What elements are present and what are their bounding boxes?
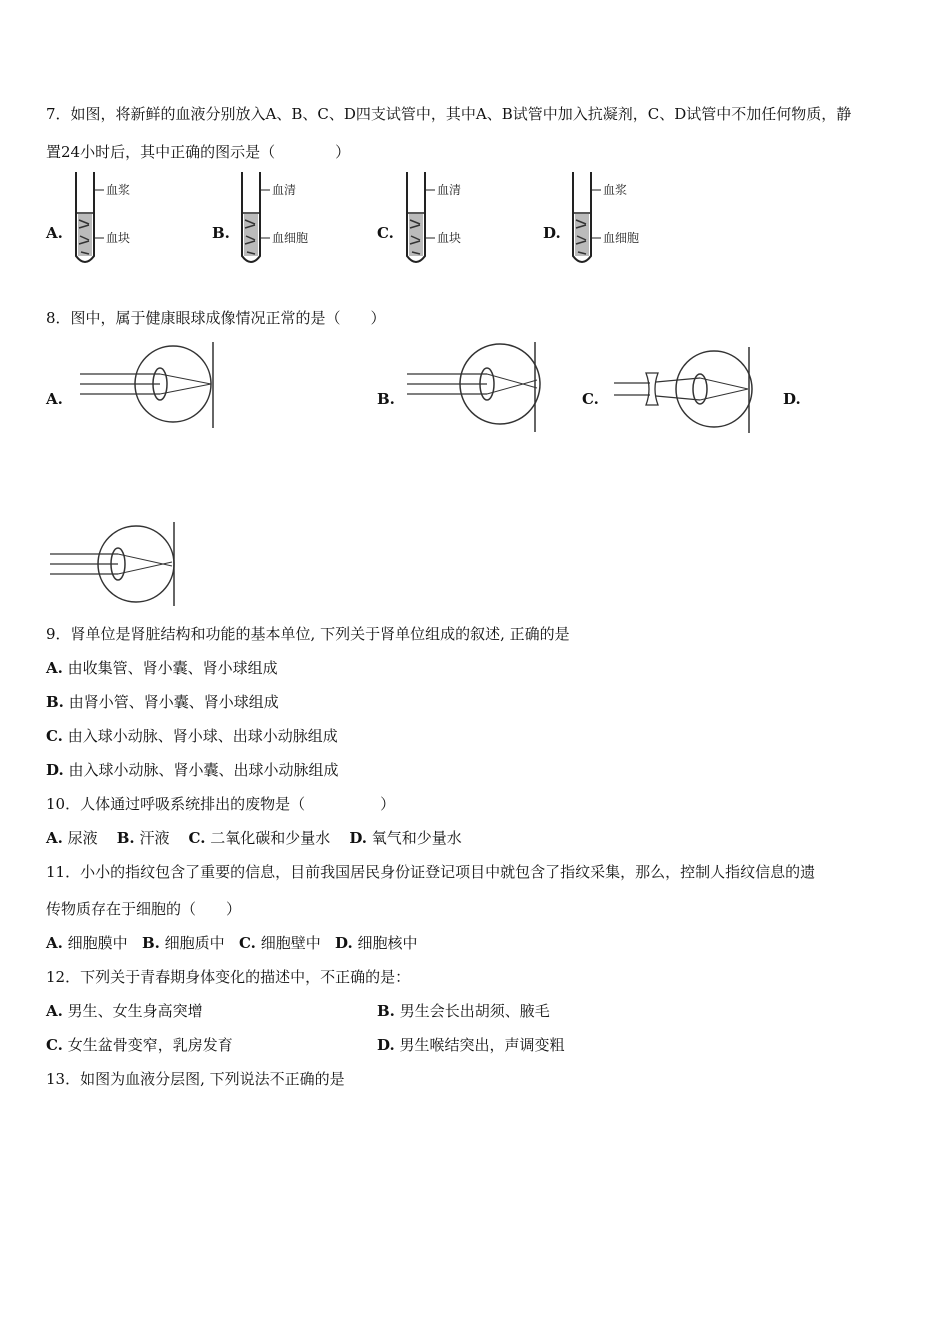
q9-option-c-text: 由入球小动脉、肾小球、出球小动脉组成 [67, 727, 338, 745]
q9-option-b[interactable] [46, 691, 279, 712]
q10-option-b-letter: B. [116, 829, 135, 847]
test-tube-d-figure [565, 168, 695, 272]
q10-option-d-text: 氧气和少量水 [371, 829, 462, 847]
q9-option-b-text: 由肾小管、肾小囊、肾小球组成 [68, 693, 279, 711]
q10-option-d[interactable] [349, 829, 462, 847]
eye-diagram-c [612, 345, 757, 435]
q9-option-c-letter: C. [46, 727, 63, 745]
tube-a-bottom-label: 血块 [106, 231, 131, 245]
q8-option-b-letter[interactable]: B. [377, 390, 395, 408]
q12-option-d-letter: D. [377, 1036, 395, 1054]
q8-option-c-letter[interactable]: C. [582, 390, 599, 408]
q11-option-c-text: 细胞壁中 [260, 934, 321, 952]
q11-option-b-text: 细胞质中 [164, 934, 225, 952]
q7-option-d-letter: D. [543, 224, 561, 242]
q12-stem: 12．下列关于青春期身体变化的描述中，不正确的是： [46, 968, 411, 986]
eye-diagram-a [78, 340, 223, 430]
q9-option-c[interactable] [46, 725, 338, 746]
q8-stem: 8．图中，属于健康眼球成像情况正常的是（ ） [46, 309, 386, 327]
q12-option-b-letter: B. [377, 1002, 395, 1020]
tube-d-bottom-label: 血细胞 [603, 231, 640, 245]
tube-b-bottom-label: 血细胞 [272, 231, 309, 245]
q12-option-a[interactable] [46, 1000, 203, 1021]
q11-option-a-text: 细胞膜中 [67, 934, 128, 952]
q11-option-b-letter: B. [141, 934, 160, 952]
q10-option-c-text: 二氧化碳和少量水 [210, 829, 331, 847]
q11-options [46, 932, 418, 953]
q11-option-d-letter: D. [335, 934, 353, 952]
q10-option-c-letter: C. [188, 829, 206, 847]
q10-option-b[interactable] [117, 829, 170, 847]
q9-option-d[interactable] [46, 759, 339, 780]
q9-stem: 9．肾单位是肾脏结构和功能的基本单位, 下列关于肾单位组成的叙述, 正确的是 [46, 625, 570, 643]
q12-option-b-text: 男生会长出胡须、腋毛 [399, 1002, 550, 1020]
q10-option-a-letter: A. [46, 829, 63, 847]
q11-option-c[interactable] [239, 934, 321, 952]
q9-option-a-text: 由收集管、肾小囊、肾小球组成 [67, 659, 278, 677]
test-tube-c-figure [399, 168, 519, 272]
q8-option-d-letter[interactable]: D. [783, 390, 801, 408]
q12-option-c-text: 女生盆骨变窄，乳房发育 [67, 1036, 233, 1054]
q10-option-c[interactable] [189, 829, 331, 847]
q9-option-a-letter: A. [46, 659, 63, 677]
q9-option-b-letter: B. [46, 693, 64, 711]
q12-option-a-letter: A. [46, 1002, 63, 1020]
q11-option-c-letter: C. [239, 934, 256, 952]
q8-option-a-letter[interactable]: A. [46, 390, 63, 408]
q12-option-c-letter: C. [46, 1036, 63, 1054]
test-tube-a-figure [68, 168, 188, 272]
q10-option-a-text: 尿液 [67, 829, 98, 847]
q11-option-d[interactable] [335, 934, 418, 952]
eye-diagram-d [48, 520, 183, 608]
q12-option-a-text: 男生、女生身高突增 [67, 1002, 203, 1020]
q12-option-d[interactable] [377, 1034, 565, 1055]
tube-c-top-label: 血清 [437, 183, 462, 197]
q11-stem-line1: 11．小小的指纹包含了重要的信息，目前我国居民身份证登记项目中就包含了指纹采集，那么，控制人指纹信息的遗 [46, 863, 816, 881]
tube-d-top-label: 血浆 [603, 183, 628, 197]
tube-a-top-label: 血浆 [106, 183, 131, 197]
q10-option-d-letter: D. [349, 829, 368, 847]
q7-option-c-letter: C. [377, 224, 394, 242]
q11-option-a[interactable] [46, 934, 128, 952]
tube-c-bottom-label: 血块 [437, 231, 462, 245]
test-tube-b-figure [234, 168, 364, 272]
q10-stem: 10．人体通过呼吸系统排出的废物是（ ） [46, 795, 396, 813]
q9-option-d-text: 由入球小动脉、肾小囊、出球小动脉组成 [68, 761, 339, 779]
q10-options [46, 827, 462, 848]
q10-option-b-text: 汗液 [139, 829, 170, 847]
q13-stem: 13．如图为血液分层图, 下列说法不正确的是 [46, 1070, 345, 1088]
q12-option-d-text: 男生喉结突出，声调变粗 [399, 1036, 565, 1054]
q11-option-d-text: 细胞核中 [357, 934, 418, 952]
q12-option-c[interactable] [46, 1034, 233, 1055]
q12-option-b[interactable] [377, 1000, 550, 1021]
q9-option-d-letter: D. [46, 761, 64, 779]
q11-stem-line2: 传物质存在于细胞的（ ） [46, 900, 242, 918]
q7-stem-line2: 置24小时后，其中正确的图示是（ ） [46, 143, 351, 161]
q9-option-a[interactable] [46, 657, 278, 678]
q7-option-b-letter: B. [212, 224, 230, 242]
q10-option-a[interactable] [46, 829, 98, 847]
tube-b-top-label: 血清 [272, 183, 297, 197]
eye-diagram-b [405, 340, 550, 435]
q11-option-a-letter: A. [46, 934, 63, 952]
q7-stem-line1: 7．如图，将新鲜的血液分别放入A、B、C、D四支试管中，其中A、B试管中加入抗凝剂，C、D试管中不加任何物质，静 [46, 105, 852, 123]
q7-option-a-letter: A. [46, 224, 63, 242]
q11-option-b[interactable] [142, 934, 225, 952]
